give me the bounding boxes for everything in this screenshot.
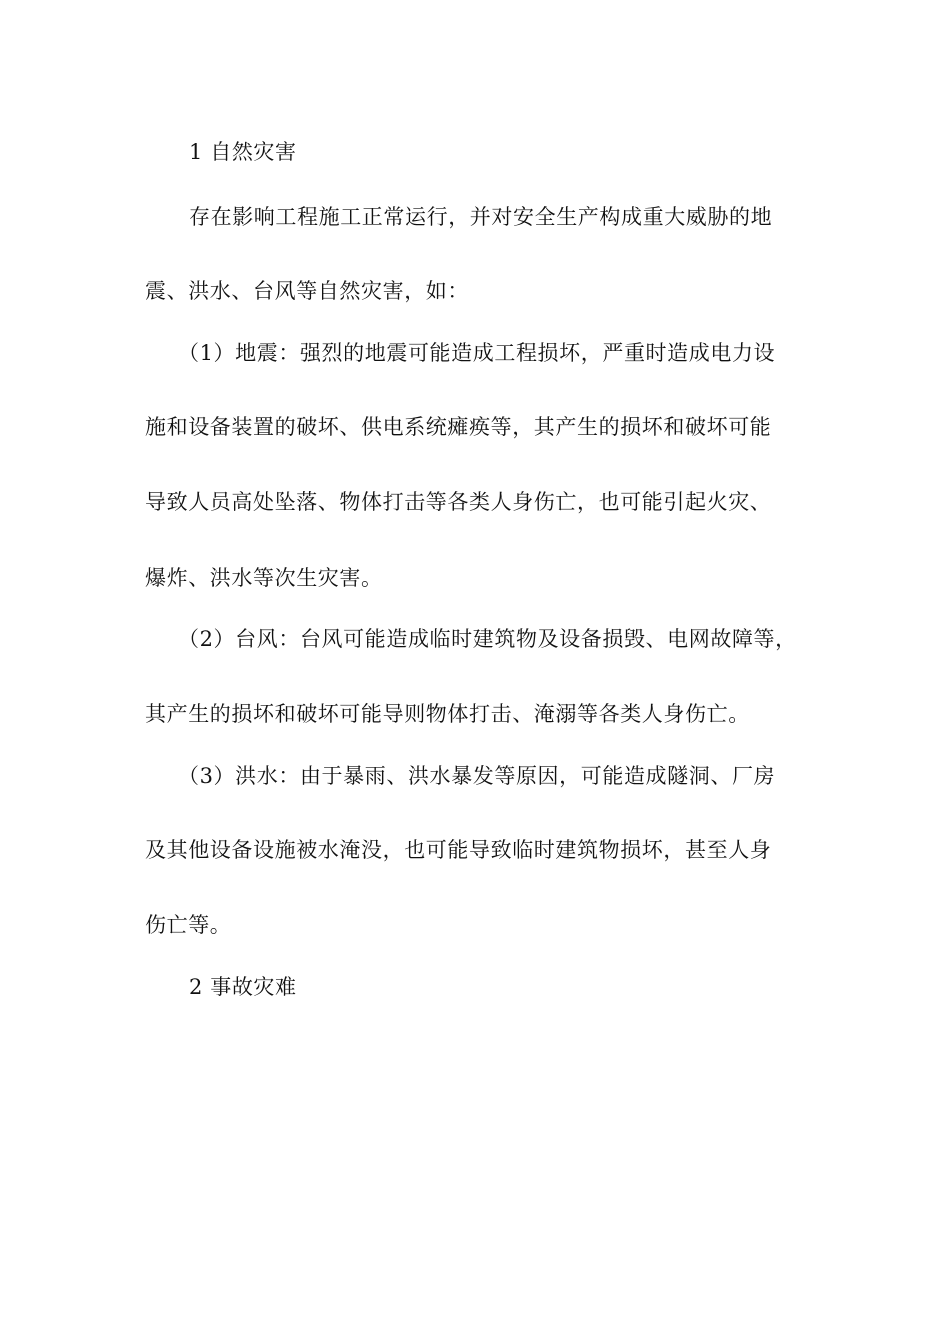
paragraph-line: 施和设备装置的破坏、供电系统瘫痪等，其产生的损坏和破坏可能 (145, 415, 772, 439)
paragraph-line: 其产生的损坏和破坏可能导则物体打击、淹溺等各类人身伤亡。 (145, 702, 750, 726)
paragraph-line: （3）洪水：由于暴雨、洪水暴发等原因，可能造成隧洞、厂房 (178, 764, 776, 788)
paragraph-line: 导致人员高处坠落、物体打击等各类人身伤亡，也可能引起火灾、 (145, 490, 772, 514)
paragraph-line: 震、洪水、台风等自然灾害，如： (145, 279, 469, 303)
section-heading: 2 事故灾难 (189, 975, 297, 999)
paragraph-line: 存在影响工程施工正常运行，并对安全生产构成重大威胁的地 (189, 205, 773, 229)
paragraph-line: （2）台风：台风可能造成临时建筑物及设备损毁、电网故障等， (178, 627, 797, 651)
paragraph-line: 及其他设备设施被水淹没，也可能导致临时建筑物损坏，甚至人身 (145, 838, 772, 862)
paragraph-line: （1）地震：强烈的地震可能造成工程损坏，严重时造成电力设 (178, 341, 776, 365)
section-heading: 1 自然灾害 (189, 140, 297, 164)
paragraph-line: 爆炸、洪水等次生灾害。 (145, 566, 383, 590)
paragraph-line: 伤亡等。 (145, 913, 232, 937)
